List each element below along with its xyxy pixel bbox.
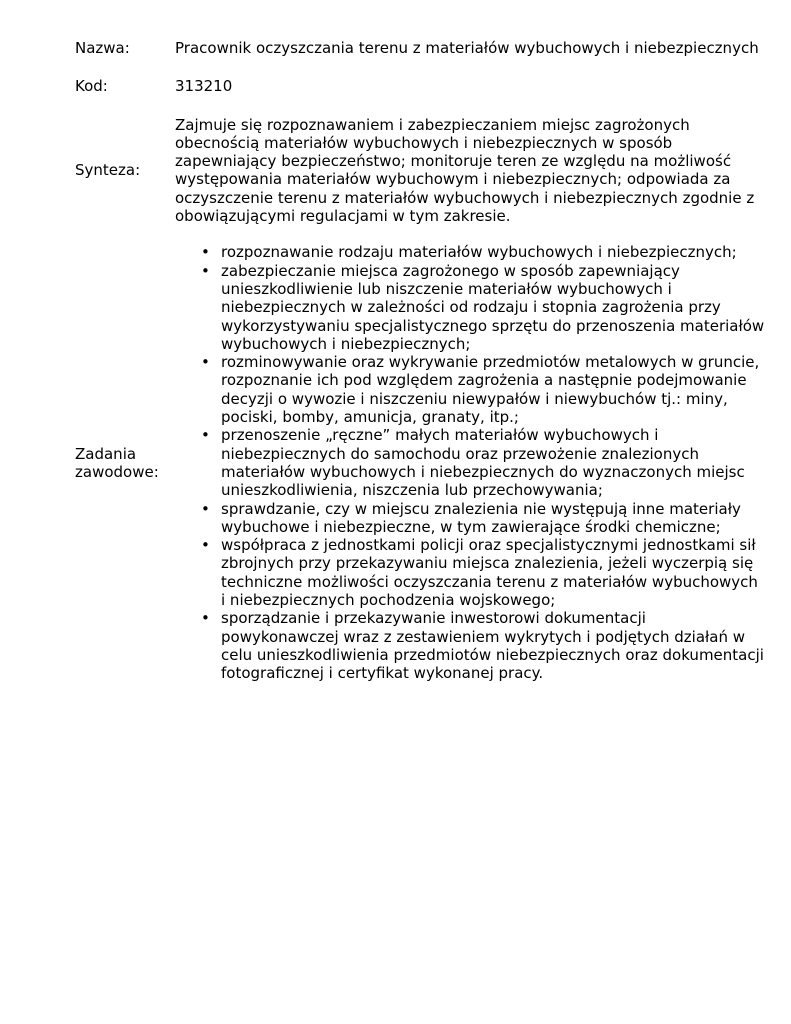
name-row xyxy=(75,39,765,77)
task-item: • zabezpieczanie miejsca zagrożonego w sposób zapewniający unieszkodliwienie lub niszczenie materiałów wybuchowych i niebezpiecznych w zależności od rodzaju i stopnia zagrożenia przy wykorzystywaniu specjalistycznego sprzętu do przenoszenia materiałów wybuchowych i niebezpiecznych; xyxy=(221,262,765,353)
synthesis-label: Synteza: xyxy=(75,161,141,180)
occupation-table xyxy=(75,39,765,683)
task-item: • sporządzanie i przekazywanie inwestorowi dokumentacji powykonawczej wraz z zestawieniem wykrytych i podjętych działań w celu unieszkodliwienia przedmiotów niebezpiecznych oraz dokumentacji fotograficznej i certyfikat wykonanej pracy. xyxy=(221,609,765,682)
task-item: • rozminowywanie oraz wykrywanie przedmiotów metalowych w gruncie, rozpoznanie ich pod względem zagrożenia a następnie podejmowanie decyzji o wywozie i niszczeniu niewypałów i niewybuchów tj.: miny, pociski, bomby, amunicja, granaty, itp.; xyxy=(221,353,765,426)
occupation-code: 313210 xyxy=(175,77,233,96)
occupation-name: Pracownik oczyszczania terenu z materiałów wybuchowych i niebezpiecznych xyxy=(175,39,759,57)
name-label: Nazwa: xyxy=(75,39,130,57)
code-label: Kod: xyxy=(75,77,108,96)
occupation-synthesis: Zajmuje się rozpoznawaniem i zabezpieczaniem miejsc zagrożonych obecnością materiałów wybuchowych i niebezpiecznych w sposób zapewniający bezpieczeństwo; monitoruje teren ze względu na możliwość występowania materiałów wybuchowym i niebezpiecznych; odpowiada za oczyszczenie terenu z materiałów wybuchowych i niebezpiecznych zgodnie z obowiązującymi regulacjami w tym zakresie. xyxy=(175,115,755,226)
occupation-document xyxy=(75,39,765,683)
tasks-label: Zadania zawodowe: xyxy=(75,444,159,481)
task-item: • sprawdzanie, czy w miejscu znalezienia nie występują inne materiały wybuchowe i niebezpieczne, w tym zawierające środki chemiczne; xyxy=(221,500,765,537)
tasks-cell xyxy=(175,243,765,682)
synthesis-row xyxy=(75,116,765,244)
code-row xyxy=(75,77,765,115)
tasks-row xyxy=(75,243,765,682)
task-item: • współpraca z jednostkami policji oraz specjalistycznymi jednostkami sił zbrojnych przy przekazywaniu miejsca znalezienia, jeżeli wyczerpią się techniczne możliwości oczyszczania terenu z materiałów wybuchowych i niebezpiecznych pochodzenia wojskowego; xyxy=(221,536,765,609)
task-item: • rozpoznawanie rodzaju materiałów wybuchowych i niebezpiecznych; xyxy=(221,243,765,261)
task-item: • przenoszenie „ręczne” małych materiałów wybuchowych i niebezpiecznych do samochodu oraz przewożenie znalezionych materiałów wybuchowych i niebezpiecznych do wyznaczonych miejsc unieszkodliwienia, niszczenia lub przechowywania; xyxy=(221,426,765,499)
task-list xyxy=(175,243,765,682)
